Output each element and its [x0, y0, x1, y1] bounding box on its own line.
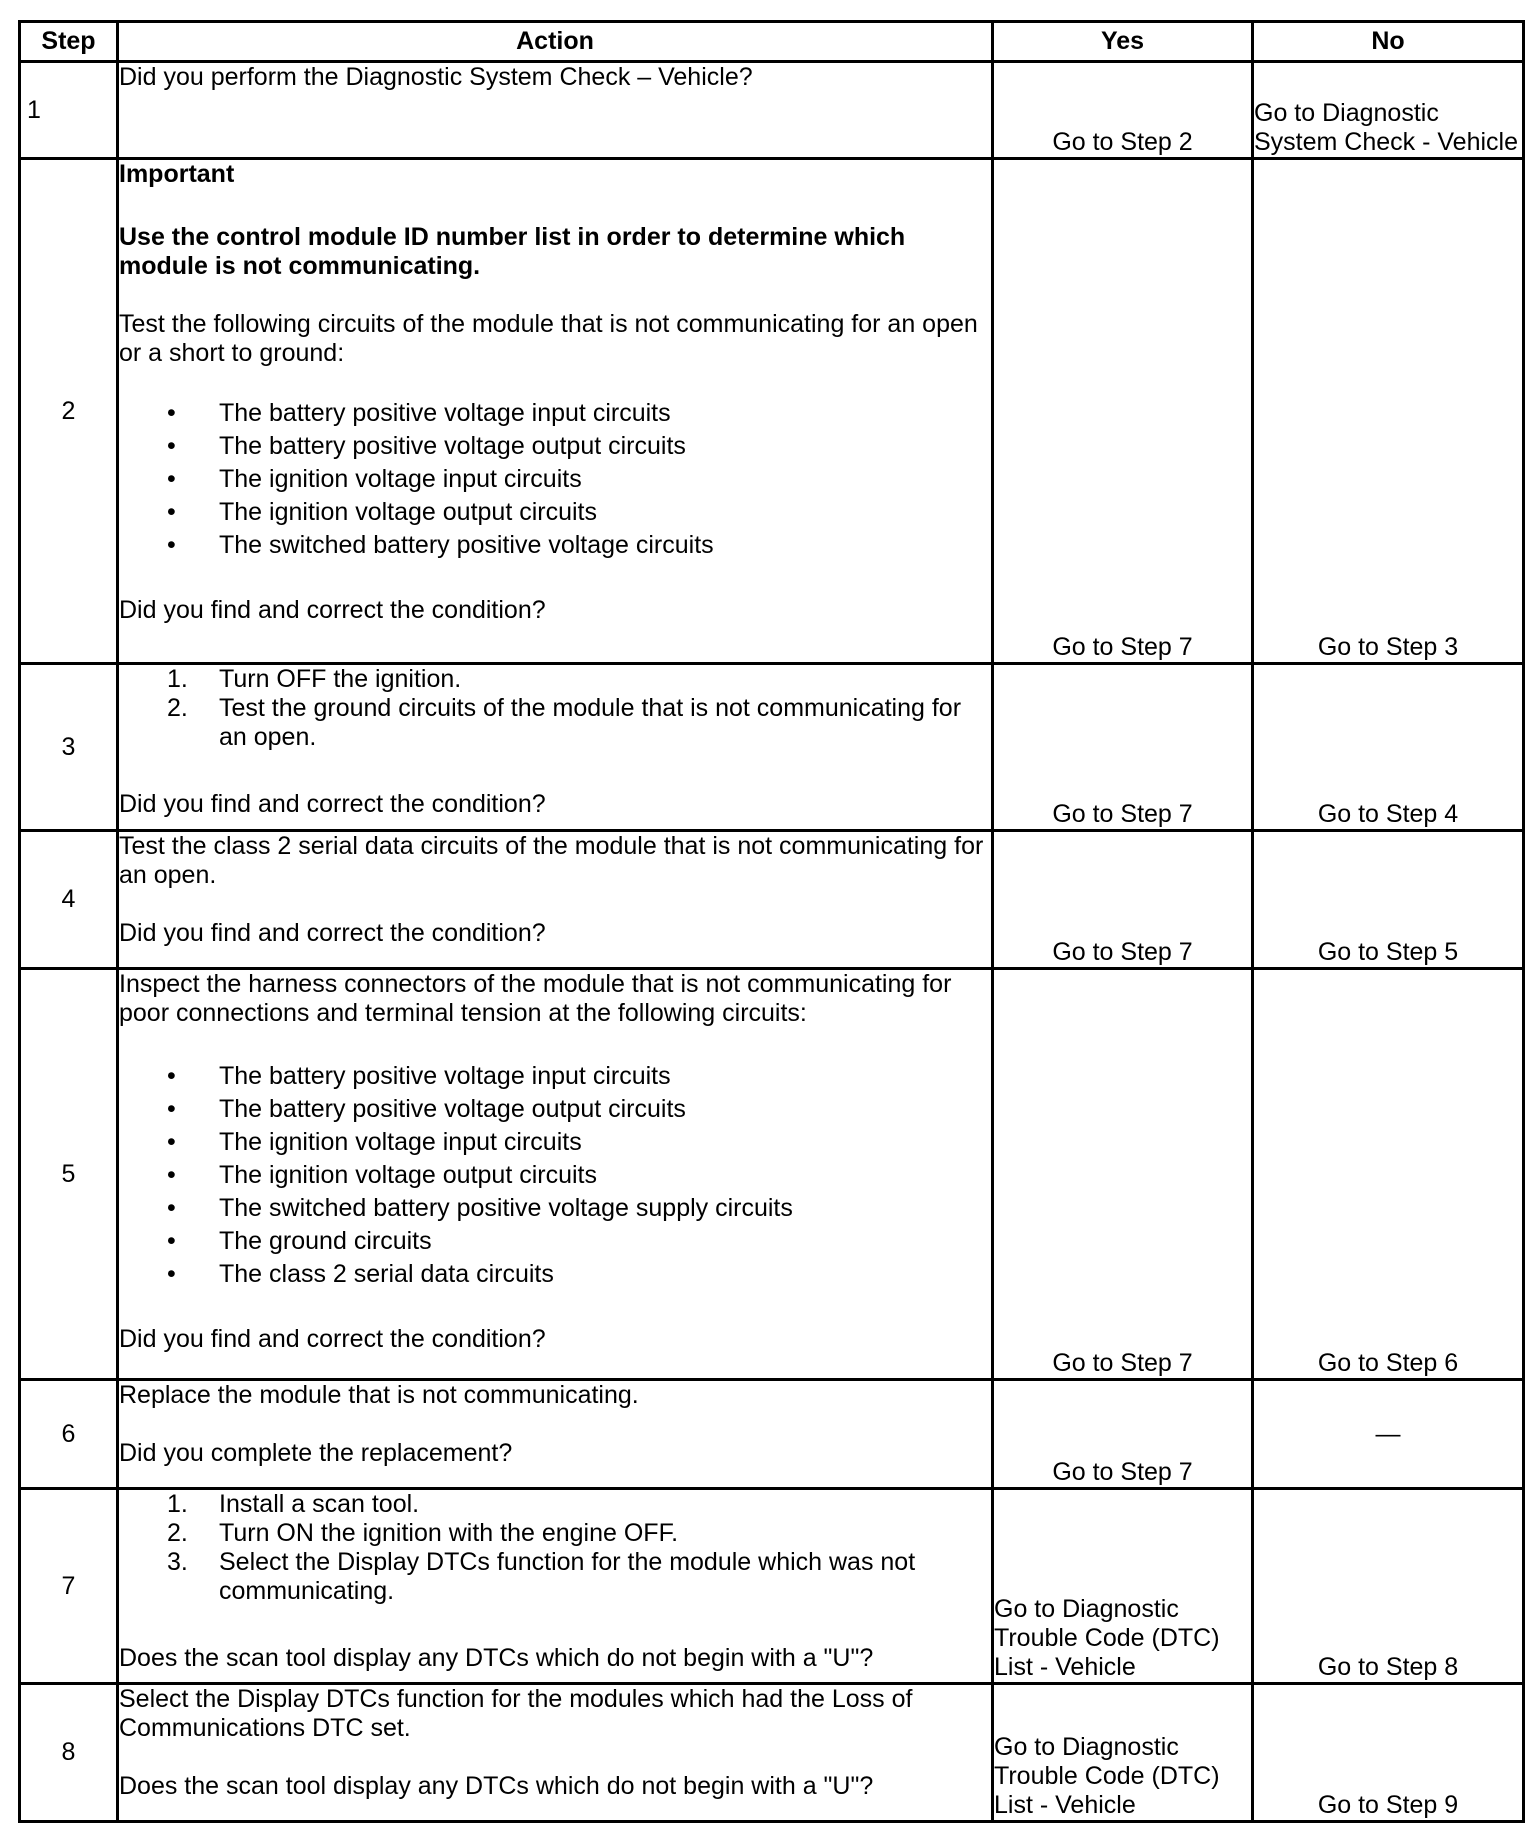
- no-cell: Go to Diagnostic System Check - Vehicle: [1253, 62, 1524, 159]
- list-item: • The ground circuits: [119, 1225, 991, 1258]
- action-question: Did you find and correct the condition?: [119, 919, 546, 947]
- no-cell: Go to Step 9: [1253, 1684, 1524, 1822]
- action-question: Did you perform the Diagnostic System Check – Vehicle?: [119, 63, 753, 91]
- action-question: Does the scan tool display any DTCs which do not begin with a "U"?: [119, 1772, 874, 1800]
- list-item: • The ignition voltage output circuits: [119, 1159, 991, 1192]
- list-item: 2. Turn ON the ignition with the engine OFF.: [167, 1519, 679, 1547]
- no-cell: Go to Step 8: [1253, 1489, 1524, 1684]
- list-item: • The battery positive voltage input circuits: [119, 397, 991, 430]
- action-question: Did you find and correct the condition?: [119, 790, 546, 818]
- action-question: Did you complete the replacement?: [119, 1439, 513, 1467]
- table-row: [20, 1380, 1524, 1489]
- list-item: • The class 2 serial data circuits: [119, 1258, 991, 1291]
- list-item: • The switched battery positive voltage circuits: [119, 529, 991, 562]
- table-row: [20, 62, 1524, 159]
- action-cell: [118, 159, 993, 664]
- yes-cell: Go to Step 2: [993, 62, 1253, 159]
- circuit-list: [119, 1060, 991, 1291]
- no-cell: Go to Step 4: [1253, 664, 1524, 831]
- list-item: • The switched battery positive voltage supply circuits: [119, 1192, 991, 1225]
- table-row: [20, 969, 1524, 1380]
- action-question: Did you find and correct the condition?: [119, 1325, 546, 1353]
- table-row: [20, 831, 1524, 969]
- important-label: Important: [119, 160, 235, 188]
- list-item: • The battery positive voltage output circuits: [119, 1093, 991, 1126]
- action-intro: Inspect the harness connectors of the module that is not communicating for poor connections and terminal tension at the following circuits:: [119, 970, 952, 1027]
- table-row: [20, 664, 1524, 831]
- action-cell: [118, 1380, 993, 1489]
- list-item: 3. Select the Display DTCs function for the module which was not communicating.: [167, 1548, 916, 1605]
- no-cell: Go to Step 6: [1253, 969, 1524, 1380]
- table-row: [20, 159, 1524, 664]
- yes-cell: Go to Step 7: [993, 1380, 1253, 1489]
- header-action: Action: [118, 22, 993, 62]
- action-cell: [118, 831, 993, 969]
- list-item: • The battery positive voltage output circuits: [119, 430, 991, 463]
- list-item: • The ignition voltage output circuits: [119, 496, 991, 529]
- action-cell: [118, 1489, 993, 1684]
- circuit-list: [119, 397, 991, 562]
- action-question: Did you find and correct the condition?: [119, 596, 546, 624]
- list-item: 2. Test the ground circuits of the module that is not communicating for an open.: [167, 694, 962, 751]
- step-number: 5: [20, 969, 118, 1380]
- table-row: [20, 1684, 1524, 1822]
- action-question: Does the scan tool display any DTCs which do not begin with a "U"?: [119, 1644, 874, 1672]
- step-number: 7: [20, 1489, 118, 1684]
- list-item: • The ignition voltage input circuits: [119, 463, 991, 496]
- action-cell: [118, 1684, 993, 1822]
- no-cell: Go to Step 3: [1253, 159, 1524, 664]
- yes-cell: Go to Step 7: [993, 831, 1253, 969]
- no-cell: Go to Step 5: [1253, 831, 1524, 969]
- step-number: 2: [20, 159, 118, 664]
- yes-cell: Go to Diagnostic Trouble Code (DTC) List - Vehicle: [993, 1489, 1253, 1684]
- action-cell: [118, 62, 993, 159]
- header-yes: Yes: [993, 22, 1253, 62]
- list-item: • The battery positive voltage input circuits: [119, 1060, 991, 1093]
- list-item: 1. Install a scan tool.: [167, 1490, 420, 1518]
- yes-cell: Go to Diagnostic Trouble Code (DTC) List - Vehicle: [993, 1684, 1253, 1822]
- table-row: [20, 1489, 1524, 1684]
- list-item: • The ignition voltage input circuits: [119, 1126, 991, 1159]
- step-number: 1: [20, 62, 118, 159]
- no-cell: —: [1253, 1380, 1524, 1489]
- action-cell: [118, 969, 993, 1380]
- header-row: [20, 22, 1524, 62]
- diagnostic-table: [18, 20, 1525, 1823]
- step-number: 8: [20, 1684, 118, 1822]
- list-item: 1. Turn OFF the ignition.: [167, 665, 462, 693]
- procedure-list: [119, 665, 991, 752]
- step-number: 3: [20, 664, 118, 831]
- step-number: 4: [20, 831, 118, 969]
- action-intro: Test the class 2 serial data circuits of the module that is not communicating for an open.: [119, 832, 984, 889]
- action-intro: Replace the module that is not communicating.: [119, 1381, 639, 1409]
- step-number: 6: [20, 1380, 118, 1489]
- yes-cell: Go to Step 7: [993, 969, 1253, 1380]
- important-text: Use the control module ID number list in order to determine which module is not communicating.: [119, 223, 906, 280]
- header-no: No: [1253, 22, 1524, 62]
- action-intro: Test the following circuits of the module that is not communicating for an open or a short to ground:: [119, 310, 978, 367]
- yes-cell: Go to Step 7: [993, 664, 1253, 831]
- action-cell: [118, 664, 993, 831]
- procedure-list: [119, 1490, 991, 1606]
- action-intro: Select the Display DTCs function for the modules which had the Loss of Communications DTC set.: [119, 1685, 913, 1742]
- yes-cell: Go to Step 7: [993, 159, 1253, 664]
- header-step: Step: [20, 22, 118, 62]
